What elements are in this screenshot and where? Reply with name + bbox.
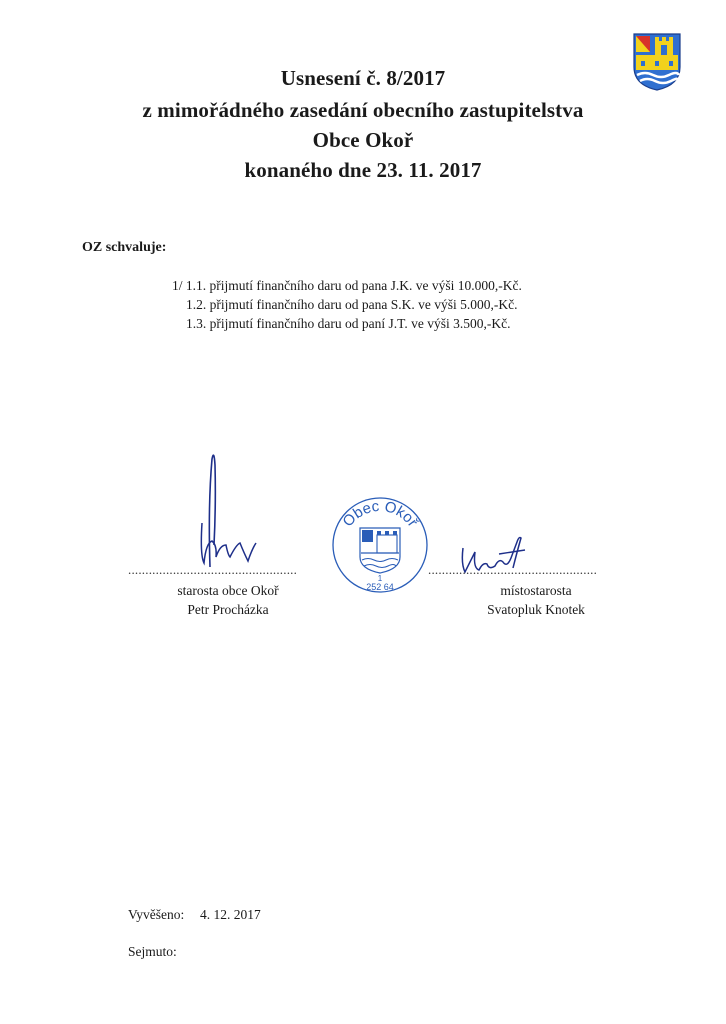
removed-label: Sejmuto: [128,944,177,959]
official-stamp [330,495,430,595]
resolution-item-3: 1.3. přijmutí finančního daru od paní J.T. ve výši 3.500,-Kč. [186,316,511,331]
signature-line-left: ................................................. [128,562,298,577]
title-line-3: Obce Okoř [312,128,414,152]
title-line-2: z mimořádného zasedání obecního zastupitelstva [142,98,584,122]
stamp-zip: 252 64 [366,582,394,592]
posted-date: 4. 12. 2017 [200,907,261,922]
signature-left [190,445,270,575]
resolution-heading: OZ schvaluje: [82,240,167,255]
stamp-number: 1 [377,574,383,583]
title-line-4: konaného dne 23. 11. 2017 [244,158,482,182]
resolution-item-2: 1.2. přijmutí finančního daru od pana S.K. ve výši 5.000,-Kč. [186,297,518,312]
signature-left-name: Petr Procházka [187,602,269,617]
stamp-arc-text: Obec Okoř [339,497,422,531]
signature-left-role: starosta obce Okoř [177,583,279,598]
title-line-1: Usnesení č. 8/2017 [280,66,446,90]
signature-line-right: ................................................. [428,562,598,577]
posted-label: Vyvěšeno: [128,907,185,922]
resolution-item-1: 1/ 1.1. přijmutí finančního daru od pana J.K. ve výši 10.000,-Kč. [172,278,522,293]
signature-right-name: Svatopluk Knotek [487,602,585,617]
signature-right-role: místostarosta [500,583,572,598]
svg-text:Obec Okoř [339,498,421,531]
